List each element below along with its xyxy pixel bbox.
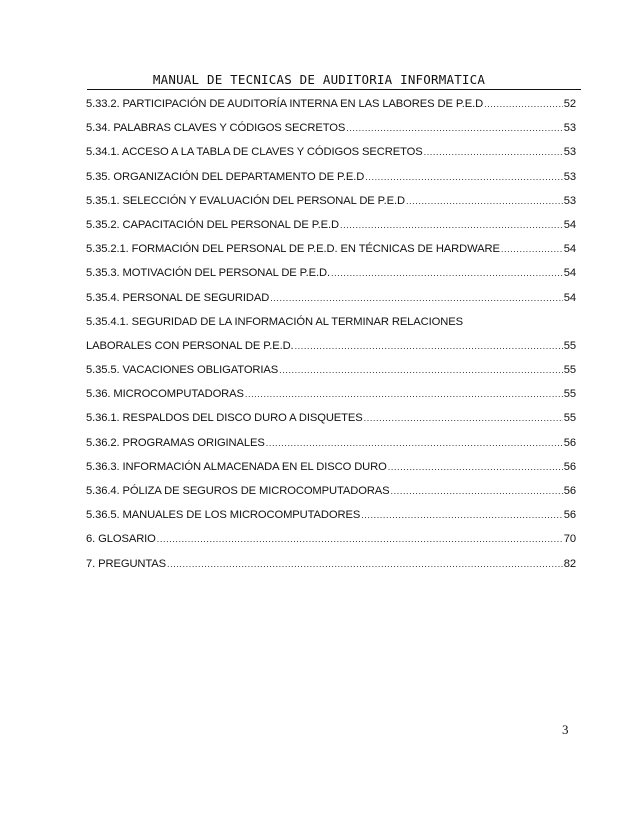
toc-entry-title: 5.35.3. MOTIVACIÓN DEL PERSONAL DE P.E.D. (86, 267, 330, 280)
toc-entry-title: 5.34. PALABRAS CLAVES Y CÓDIGOS SECRETOS (86, 122, 346, 135)
toc-entry-page: 54 (563, 267, 576, 280)
toc-entry-page: 53 (563, 122, 576, 135)
toc-leader-dots (501, 244, 563, 254)
toc-entry-title: 5.36.3. INFORMACIÓN ALMACENADA EN EL DISCO DURO (86, 460, 387, 473)
toc-entry-title: 5.33.2. PARTICIPACIÓN DE AUDITORÍA INTERNA EN LAS LABORES DE P.E.D (86, 98, 484, 110)
toc-leader-dots (365, 172, 562, 182)
toc-leader-dots (388, 462, 563, 472)
toc-leader-dots (391, 486, 563, 496)
toc-leader-dots (157, 534, 563, 544)
toc-leader-dots (484, 99, 563, 109)
toc-entry-page: 56 (563, 485, 576, 497)
header-rule (87, 89, 581, 90)
toc-leader-dots (406, 196, 563, 206)
toc-entry-title: 5.35.1. SELECCIÓN Y EVALUACIÓN DEL PERSONAL DE P.E.D (86, 194, 405, 207)
toc-leader-dots (245, 389, 563, 399)
toc-leader-dots (340, 220, 563, 230)
toc-entry[interactable] (86, 98, 576, 122)
toc-entry-title: 5.36.1. RESPALDOS DEL DISCO DURO A DISQUETES (86, 412, 363, 425)
toc-entry[interactable] (86, 437, 576, 461)
toc-leader-dots (364, 413, 563, 423)
toc-leader-dots (279, 365, 563, 375)
toc-entry-title: 5.35. ORGANIZACIÓN DEL DEPARTAMENTO DE P.E.D (86, 170, 365, 183)
table-of-contents (86, 98, 576, 582)
toc-entry[interactable] (86, 340, 576, 364)
toc-entry[interactable] (86, 146, 576, 170)
toc-entry-page: 53 (563, 194, 576, 207)
toc-entry-title: 5.35.4. PERSONAL DE SEGURIDAD (86, 291, 270, 304)
toc-entry-page: 53 (563, 146, 576, 159)
toc-entry[interactable] (86, 533, 576, 557)
toc-entry-title: 5.34.1. ACCESO A LA TABLA DE CLAVES Y CÓDIGOS SECRETOS (86, 146, 423, 159)
toc-entry[interactable] (86, 195, 576, 219)
toc-entry-page: 70 (563, 533, 576, 546)
toc-entry-title: 6. GLOSARIO (86, 533, 156, 546)
toc-entry-title: 5.36.5. MANUALES DE LOS MICROCOMPUTADORES (86, 509, 361, 522)
toc-entry-page: 52 (563, 98, 576, 110)
toc-entry-title: LABORALES CON PERSONAL DE P.E.D. (86, 339, 294, 352)
toc-leader-dots (331, 268, 563, 278)
toc-entry-page: 56 (563, 509, 576, 522)
toc-entry-title: 5.36.4. PÓLIZA DE SEGUROS DE MICROCOMPUTADORAS (86, 485, 390, 497)
toc-entry-page: 54 (563, 218, 576, 231)
toc-entry[interactable] (86, 292, 576, 316)
toc-entry-page: 55 (563, 412, 576, 425)
toc-entry-title: 5.36.2. PROGRAMAS ORIGINALES (86, 436, 265, 449)
toc-entry-page: 56 (563, 436, 576, 449)
toc-entry[interactable] (86, 485, 576, 509)
toc-entry-title: 5.36. MICROCOMPUTADORAS (86, 388, 244, 401)
toc-entry-page: 53 (563, 170, 576, 183)
toc-entry-page: 55 (563, 364, 576, 377)
toc-entry[interactable] (86, 509, 576, 533)
page-number: 3 (562, 722, 569, 737)
toc-leader-dots (266, 438, 563, 448)
toc-leader-dots (361, 510, 563, 520)
toc-entry[interactable] (86, 558, 576, 582)
toc-entry[interactable] (86, 267, 576, 291)
toc-entry-page: 56 (563, 460, 576, 473)
toc-entry[interactable] (86, 388, 576, 412)
toc-entry[interactable] (86, 461, 576, 485)
toc-entry[interactable] (86, 243, 576, 267)
toc-entry[interactable] (86, 412, 576, 436)
toc-entry[interactable] (86, 171, 576, 195)
toc-entry-page: 55 (563, 388, 576, 401)
page-header: MANUAL DE TECNICAS DE AUDITORIA INFORMATICA (152, 72, 486, 87)
toc-entry-title: 5.35.5. VACACIONES OBLIGATORIAS (86, 364, 279, 377)
toc-entry-title: 7. PREGUNTAS (86, 557, 167, 570)
toc-entry[interactable] (86, 122, 576, 146)
toc-entry-page: 54 (563, 291, 576, 304)
toc-entry-page: 54 (563, 243, 576, 256)
toc-leader-dots (295, 341, 563, 351)
toc-leader-dots (346, 123, 563, 133)
toc-entry-page: 82 (563, 557, 576, 570)
toc-entry-title: 5.35.2.1. FORMACIÓN DEL PERSONAL DE P.E.D. EN TÉCNICAS DE HARDWARE (86, 243, 500, 256)
toc-entry[interactable] (86, 219, 576, 243)
toc-entry[interactable] (86, 364, 576, 388)
toc-entry-page: 55 (563, 339, 576, 352)
toc-entry[interactable] (86, 316, 576, 340)
toc-leader-dots (270, 293, 563, 303)
toc-entry-title: 5.35.2. CAPACITACIÓN DEL PERSONAL DE P.E.D (86, 218, 339, 231)
toc-leader-dots (167, 559, 563, 569)
toc-entry-title: 5.35.4.1. SEGURIDAD DE LA INFORMACIÓN AL TERMINAR RELACIONES (86, 315, 463, 328)
toc-leader-dots (424, 147, 563, 157)
